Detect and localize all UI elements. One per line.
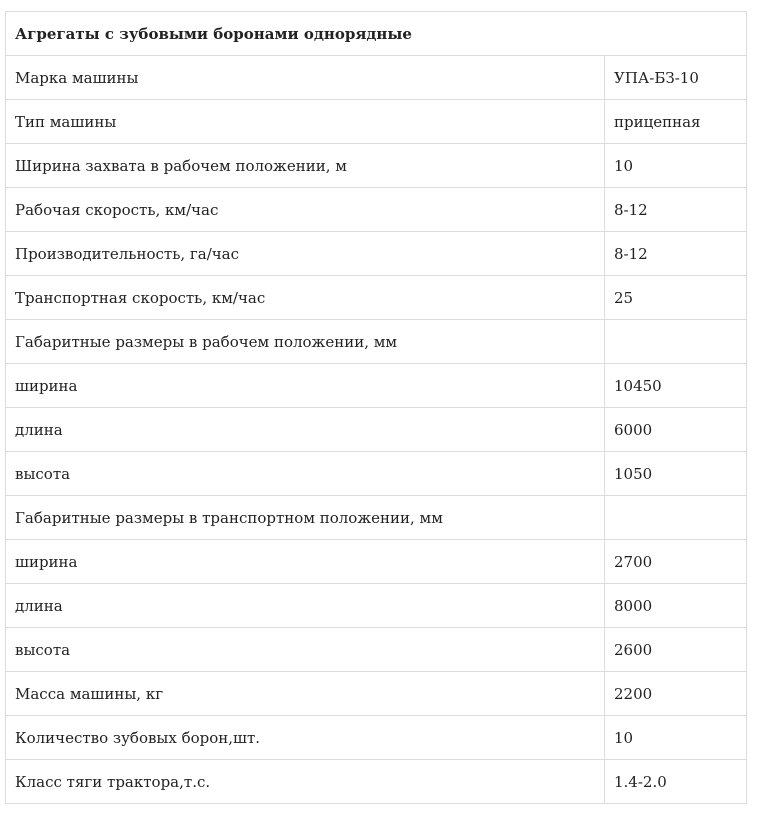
- row-value: 1050: [605, 452, 747, 496]
- table-row: [6, 760, 747, 804]
- table-row: [6, 188, 747, 232]
- row-value: 2700: [605, 540, 747, 584]
- row-value: прицепная: [605, 100, 747, 144]
- table-row: [6, 364, 747, 408]
- row-value: 2200: [605, 672, 747, 716]
- row-label: Тип машины: [6, 100, 605, 144]
- table-row: [6, 100, 747, 144]
- table-row: [6, 276, 747, 320]
- row-value: 6000: [605, 408, 747, 452]
- row-value: 8-12: [605, 232, 747, 276]
- row-label: Транспортная скорость, км/час: [6, 276, 605, 320]
- row-value: 10: [605, 716, 747, 760]
- table-row: [6, 716, 747, 760]
- row-label: Масса машины, кг: [6, 672, 605, 716]
- row-value: 2600: [605, 628, 747, 672]
- table-title: Агрегаты с зубовыми боронами однорядные: [6, 12, 747, 56]
- spec-table: [5, 11, 747, 804]
- table-title-row: [6, 12, 747, 56]
- row-value: 25: [605, 276, 747, 320]
- row-value: [605, 496, 747, 540]
- row-label: длина: [6, 584, 605, 628]
- row-value: 10: [605, 144, 747, 188]
- row-value: 8-12: [605, 188, 747, 232]
- row-label: высота: [6, 628, 605, 672]
- row-value: 8000: [605, 584, 747, 628]
- row-label: Марка машины: [6, 56, 605, 100]
- row-value: УПА-БЗ-10: [605, 56, 747, 100]
- table-row: [6, 408, 747, 452]
- table-row: [6, 628, 747, 672]
- table-row: [6, 496, 747, 540]
- row-label: Габаритные размеры в рабочем положении, мм: [6, 320, 605, 364]
- row-label: Ширина захвата в рабочем положении, м: [6, 144, 605, 188]
- row-label: Рабочая скорость, км/час: [6, 188, 605, 232]
- table-row: [6, 144, 747, 188]
- table-row: [6, 672, 747, 716]
- table-row: [6, 584, 747, 628]
- row-label: Количество зубовых борон,шт.: [6, 716, 605, 760]
- table-row: [6, 540, 747, 584]
- row-label: высота: [6, 452, 605, 496]
- row-label: Класс тяги трактора,т.с.: [6, 760, 605, 804]
- row-label: Габаритные размеры в транспортном положении, мм: [6, 496, 605, 540]
- table-row: [6, 56, 747, 100]
- row-label: Производительность, га/час: [6, 232, 605, 276]
- row-label: ширина: [6, 364, 605, 408]
- row-value: 1.4-2.0: [605, 760, 747, 804]
- row-label: длина: [6, 408, 605, 452]
- row-value: [605, 320, 747, 364]
- table-row: [6, 452, 747, 496]
- row-label: ширина: [6, 540, 605, 584]
- table-row: [6, 232, 747, 276]
- table-row: [6, 320, 747, 364]
- spec-table-body: [6, 12, 747, 804]
- row-value: 10450: [605, 364, 747, 408]
